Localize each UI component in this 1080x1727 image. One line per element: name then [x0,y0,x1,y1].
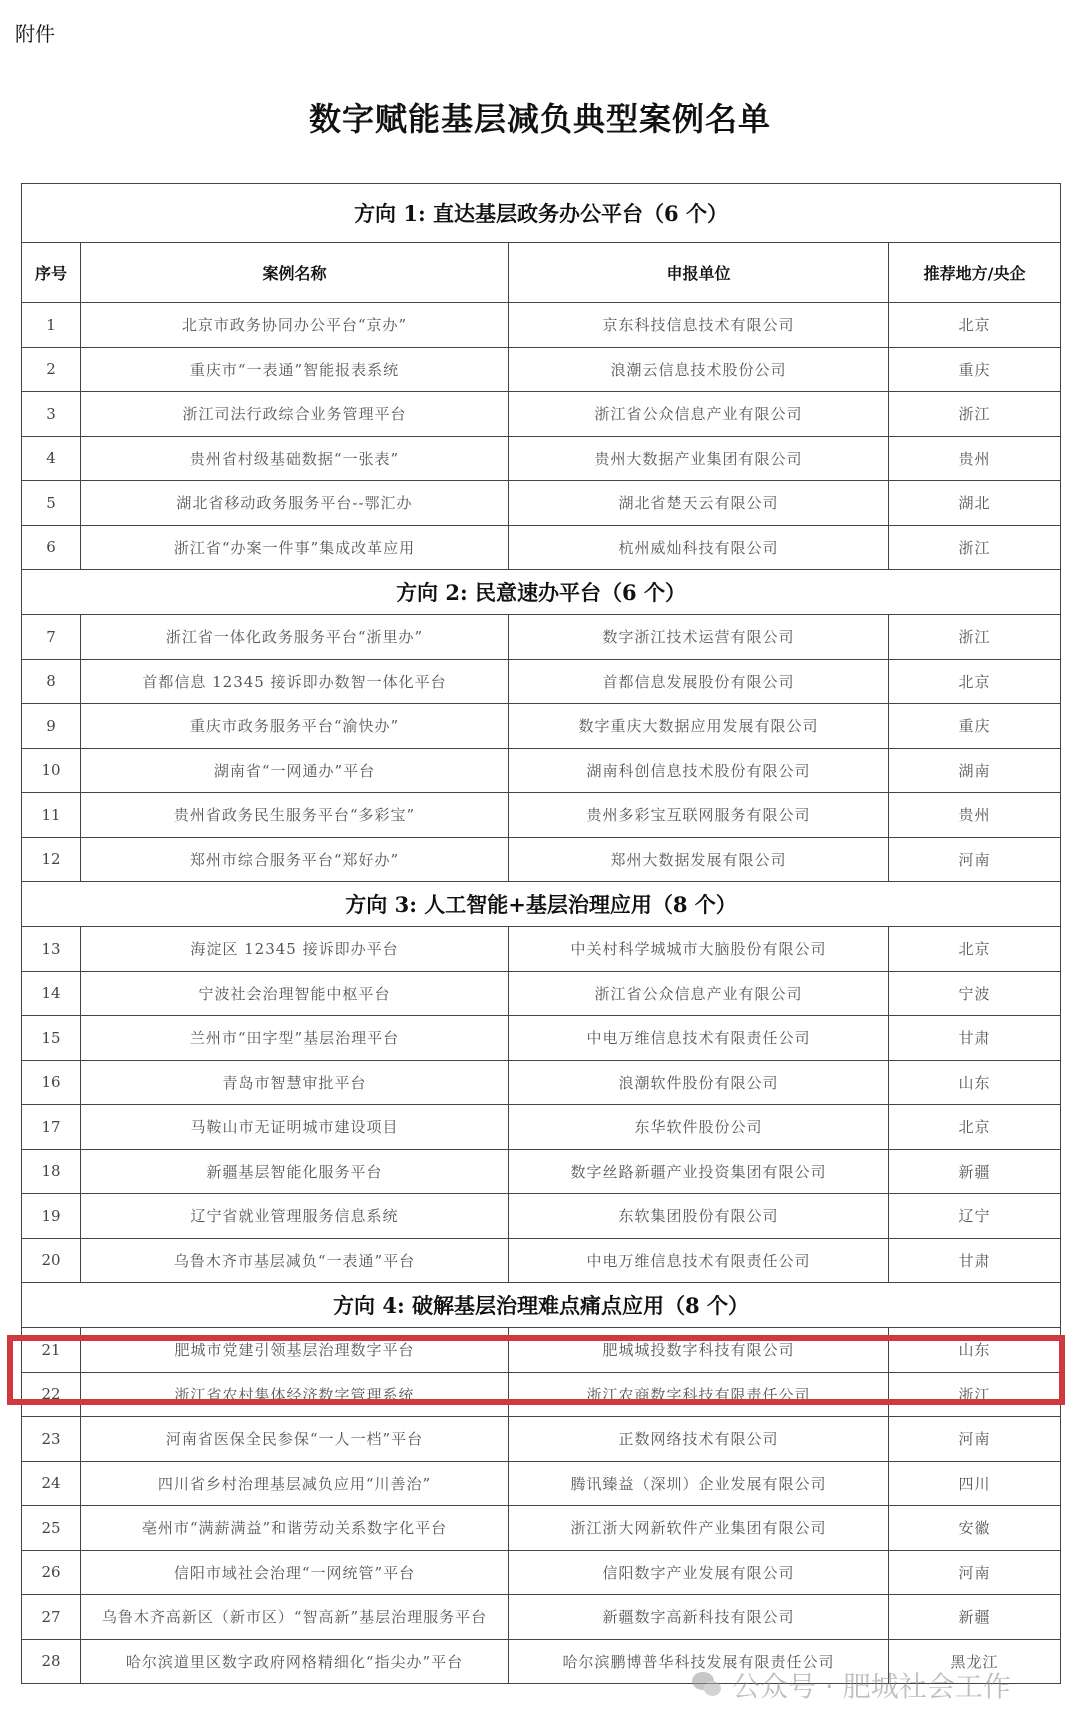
cell-applicant: 浙江农商数字科技有限责任公司 [509,1372,889,1417]
cell-case-name: 亳州市“满薪满益”和谐劳动关系数字化平台 [81,1506,509,1551]
cell-case-name: 湖北省移动政务服务平台--鄂汇办 [81,481,509,526]
table-row-highlighted [22,1328,1061,1373]
table-row [22,1506,1061,1551]
cell-case-name: 肥城市党建引领基层治理数字平台 [81,1328,509,1373]
cell-number: 9 [22,704,81,749]
cell-case-name: 重庆市“一表通”智能报表系统 [81,347,509,392]
cell-applicant: 哈尔滨鹏博普华科技发展有限责任公司 [509,1639,889,1684]
cell-region: 北京 [889,927,1061,972]
section-heading: 方向 3: 人工智能+基层治理应用（8 个） [22,882,1061,927]
column-header-no: 序号 [22,243,81,303]
table-row [22,1639,1061,1684]
cell-number: 26 [22,1550,81,1595]
cell-number: 2 [22,347,81,392]
cell-case-name: 信阳市域社会治理“一网统管”平台 [81,1550,509,1595]
section-heading: 方向 4: 破解基层治理难点痛点应用（8 个） [22,1283,1061,1328]
cell-number: 4 [22,436,81,481]
cell-number: 21 [22,1328,81,1373]
cell-applicant: 信阳数字产业发展有限公司 [509,1550,889,1595]
document-title: 数字赋能基层减负典型案例名单 [308,100,771,138]
table-row [22,1372,1061,1417]
cell-case-name: 浙江省“办案一件事”集成改革应用 [81,525,509,570]
table-row [22,1461,1061,1506]
table-row [22,392,1061,437]
column-header-row [22,243,1061,303]
cell-applicant: 京东科技信息技术有限公司 [509,303,889,348]
cell-applicant: 贵州多彩宝互联网服务有限公司 [509,793,889,838]
table-row [22,347,1061,392]
cell-number: 6 [22,525,81,570]
cell-applicant: 中电万维信息技术有限责任公司 [509,1238,889,1283]
table-row [22,436,1061,481]
cell-region: 新疆 [889,1595,1061,1640]
cell-number: 14 [22,971,81,1016]
table-row [22,1105,1061,1150]
cell-number: 5 [22,481,81,526]
cell-region: 河南 [889,1417,1061,1462]
cell-applicant: 浪潮软件股份有限公司 [509,1060,889,1105]
cell-applicant: 湖北省楚天云有限公司 [509,481,889,526]
cell-applicant: 东软集团股份有限公司 [509,1194,889,1239]
table-row [22,748,1061,793]
column-header-applicant: 申报单位 [509,243,889,303]
section-heading: 方向 1: 直达基层政务办公平台（6 个） [22,184,1061,243]
cell-applicant: 杭州威灿科技有限公司 [509,525,889,570]
cell-case-name: 浙江司法行政综合业务管理平台 [81,392,509,437]
cell-region: 贵州 [889,436,1061,481]
cell-number: 13 [22,927,81,972]
cell-region: 浙江 [889,392,1061,437]
cell-number: 25 [22,1506,81,1551]
cell-case-name: 青岛市智慧审批平台 [81,1060,509,1105]
cell-number: 1 [22,303,81,348]
section-heading-row [22,570,1061,615]
cell-case-name: 新疆基层智能化服务平台 [81,1149,509,1194]
cell-number: 17 [22,1105,81,1150]
cell-number: 28 [22,1639,81,1684]
cell-case-name: 海淀区 12345 接诉即办平台 [81,927,509,972]
cell-case-name: 贵州省村级基础数据“一张表” [81,436,509,481]
cell-applicant: 郑州大数据发展有限公司 [509,837,889,882]
cell-applicant: 数字重庆大数据应用发展有限公司 [509,704,889,749]
cell-applicant: 浙江浙大网新软件产业集团有限公司 [509,1506,889,1551]
cell-applicant: 腾讯臻益（深圳）企业发展有限公司 [509,1461,889,1506]
cell-case-name: 乌鲁木齐高新区（新市区）“智高新”基层治理服务平台 [81,1595,509,1640]
cell-number: 11 [22,793,81,838]
cell-applicant: 新疆数字高新科技有限公司 [509,1595,889,1640]
cell-applicant: 数字丝路新疆产业投资集团有限公司 [509,1149,889,1194]
cell-number: 8 [22,659,81,704]
cell-region: 浙江 [889,615,1061,660]
section-heading: 方向 2: 民意速办平台（6 个） [22,570,1061,615]
cell-case-name: 马鞍山市无证明城市建设项目 [81,1105,509,1150]
cell-region: 甘肃 [889,1238,1061,1283]
cell-region: 北京 [889,303,1061,348]
table-row [22,971,1061,1016]
table-row [22,1016,1061,1061]
table-row [22,1060,1061,1105]
attachment-label: 附件 [15,22,55,46]
cell-applicant: 中电万维信息技术有限责任公司 [509,1016,889,1061]
cell-region: 黑龙江 [889,1639,1061,1684]
cell-number: 7 [22,615,81,660]
cell-region: 浙江 [889,525,1061,570]
table-row [22,927,1061,972]
cell-case-name: 北京市政务协同办公平台“京办” [81,303,509,348]
cell-case-name: 贵州省政务民生服务平台“多彩宝” [81,793,509,838]
cell-case-name: 重庆市政务服务平台“渝快办” [81,704,509,749]
cell-region: 北京 [889,1105,1061,1150]
cell-number: 22 [22,1372,81,1417]
watermark-text: 公众号 · 肥城社会工作 [732,1670,1011,1703]
cell-applicant: 浪潮云信息技术股份公司 [509,347,889,392]
cell-region: 湖南 [889,748,1061,793]
cell-number: 10 [22,748,81,793]
cell-number: 12 [22,837,81,882]
table-row [22,525,1061,570]
cell-region: 重庆 [889,704,1061,749]
cell-number: 19 [22,1194,81,1239]
section-heading-row [22,1283,1061,1328]
cell-case-name: 河南省医保全民参保“一人一档”平台 [81,1417,509,1462]
cell-region: 四川 [889,1461,1061,1506]
cell-region: 河南 [889,837,1061,882]
table-row [22,837,1061,882]
cell-region: 湖北 [889,481,1061,526]
cell-number: 27 [22,1595,81,1640]
cell-case-name: 浙江省农村集体经济数字管理系统 [81,1372,509,1417]
section-heading-row [22,184,1061,243]
cell-region: 宁波 [889,971,1061,1016]
column-header-region: 推荐地方/央企 [889,243,1061,303]
table-row [22,1417,1061,1462]
cell-number: 3 [22,392,81,437]
column-header-case-name: 案例名称 [81,243,509,303]
cell-region: 新疆 [889,1149,1061,1194]
cell-applicant: 湖南科创信息技术股份有限公司 [509,748,889,793]
table-row [22,1149,1061,1194]
table-row [22,1194,1061,1239]
cell-region: 重庆 [889,347,1061,392]
cell-applicant: 肥城城投数字科技有限公司 [509,1328,889,1373]
table-row [22,1550,1061,1595]
cell-applicant: 贵州大数据产业集团有限公司 [509,436,889,481]
cell-region: 甘肃 [889,1016,1061,1061]
cell-region: 安徽 [889,1506,1061,1551]
cell-applicant: 浙江省公众信息产业有限公司 [509,392,889,437]
cell-case-name: 哈尔滨道里区数字政府网格精细化“指尖办”平台 [81,1639,509,1684]
cell-number: 24 [22,1461,81,1506]
table-row [22,659,1061,704]
table-row [22,481,1061,526]
cell-number: 20 [22,1238,81,1283]
cell-region: 山东 [889,1328,1061,1373]
cell-case-name: 兰州市“田字型”基层治理平台 [81,1016,509,1061]
cell-case-name: 辽宁省就业管理服务信息系统 [81,1194,509,1239]
cell-number: 18 [22,1149,81,1194]
cell-applicant: 浙江省公众信息产业有限公司 [509,971,889,1016]
cell-case-name: 宁波社会治理智能中枢平台 [81,971,509,1016]
table-row [22,1238,1061,1283]
cell-applicant: 首都信息发展股份有限公司 [509,659,889,704]
cell-case-name: 浙江省一体化政务服务平台“浙里办” [81,615,509,660]
cell-applicant: 数字浙江技术运营有限公司 [509,615,889,660]
cell-region: 贵州 [889,793,1061,838]
cell-region: 河南 [889,1550,1061,1595]
cell-case-name: 首都信息 12345 接诉即办数智一体化平台 [81,659,509,704]
cell-case-name: 湖南省“一网通办”平台 [81,748,509,793]
table-row [22,793,1061,838]
table-row [22,303,1061,348]
cell-applicant: 正数网络技术有限公司 [509,1417,889,1462]
cell-applicant: 中关村科学城城市大脑股份有限公司 [509,927,889,972]
table-row [22,1595,1061,1640]
case-list-table [21,183,1061,1684]
section-heading-row [22,882,1061,927]
cell-case-name: 郑州市综合服务平台“郑好办” [81,837,509,882]
cell-number: 16 [22,1060,81,1105]
table-row [22,704,1061,749]
cell-case-name: 乌鲁木齐市基层减负“一表通”平台 [81,1238,509,1283]
table-row [22,615,1061,660]
cell-number: 15 [22,1016,81,1061]
cell-region: 山东 [889,1060,1061,1105]
cell-number: 23 [22,1417,81,1462]
cell-applicant: 东华软件股份公司 [509,1105,889,1150]
cell-region: 浙江 [889,1372,1061,1417]
cell-region: 辽宁 [889,1194,1061,1239]
cell-case-name: 四川省乡村治理基层减负应用“川善治” [81,1461,509,1506]
cell-region: 北京 [889,659,1061,704]
